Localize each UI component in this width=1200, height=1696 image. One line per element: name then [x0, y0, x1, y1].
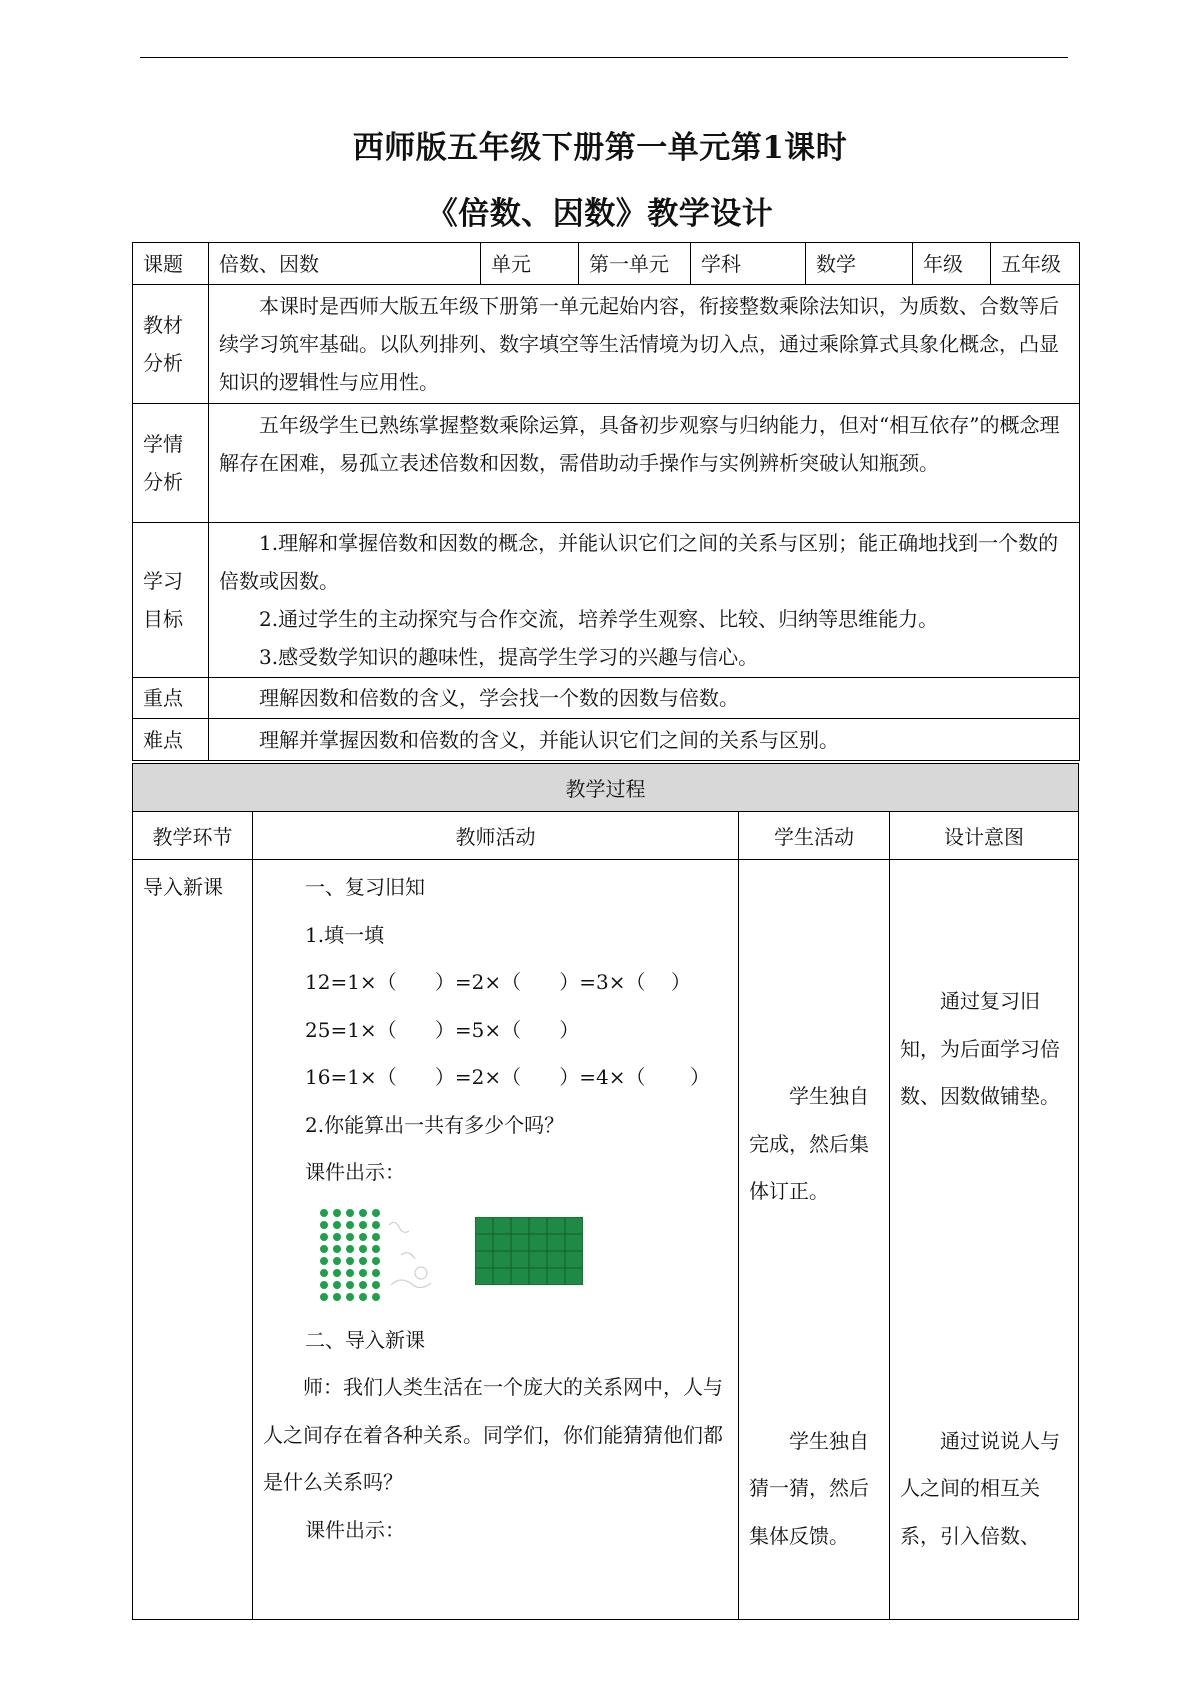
- learning-goals: [209, 523, 1080, 678]
- top-rule: [140, 57, 1068, 58]
- teacher-speech: 师：我们人类生活在一个庞大的关系网中，人与人之间存在着各种关系。同学们，你们能猜猜他们都是什么关系吗？: [263, 1375, 723, 1494]
- goal-label: 学习 目标: [133, 523, 209, 678]
- material-analysis: 本课时是西师大版五年级下册第一单元起始内容，衔接整数乘除法知识，为质数、合数等后续学习筑牢基础。以队列排列、数字填空等生活情境为切入点，通过乘除算式具象化概念，凸显知识的逻辑性与应用性。: [209, 285, 1080, 404]
- grade-label: 年级: [913, 243, 991, 285]
- equation-2: 25=1×（ ）=5×（ ）: [305, 1017, 580, 1042]
- student-activity: [739, 860, 890, 1620]
- col-teacher: 教师活动: [253, 812, 739, 860]
- topic-label: 课题: [133, 243, 209, 285]
- design-intent: [890, 860, 1079, 1620]
- col-intent: 设计意图: [890, 812, 1079, 860]
- col-stage: 教学环节: [133, 812, 253, 860]
- stage-cell: 导入新课: [133, 860, 253, 1620]
- learner-label: 学情 分析: [133, 404, 209, 523]
- equation-1: 12=1×（ ）=2×（ ）=3×（ ）: [305, 970, 691, 994]
- doc-title: 西师版五年级下册第一单元第1课时: [352, 130, 848, 166]
- difficulty-label: 难点: [133, 719, 209, 761]
- equation-3: 16=1×（ ）=2×（ ）=4×（ ）: [305, 1065, 710, 1089]
- col-student: 学生活动: [739, 812, 890, 860]
- unit-value: 第一单元: [579, 243, 691, 285]
- grade-value: 五年级: [991, 243, 1080, 285]
- dot-array-image: [319, 1207, 389, 1307]
- goal-item: 1.理解和掌握倍数和因数的概念，并能认识它们之间的关系与区别；能正确地找到一个数的倍数或因数。: [219, 531, 1059, 593]
- difficulty-points: 理解并掌握因数和倍数的含义，并能认识它们之间的关系与区别。: [209, 719, 1080, 761]
- process-header: 教学过程: [133, 764, 1079, 812]
- subject-label: 学科: [691, 243, 806, 285]
- student-note-2: 学生独自猜一猜，然后集体反馈。: [749, 1428, 869, 1548]
- material-label: 教材 分析: [133, 285, 209, 404]
- intent-note-1: 通过复习旧知，为后面学习倍数、因数做铺垫。: [900, 989, 1060, 1108]
- process-table: [132, 763, 1079, 1620]
- doc-subtitle: 《倍数、因数》教学设计: [426, 196, 774, 232]
- goal-item: 3.感受数学知识的趣味性，提高学生学习的兴趣与信心。: [259, 645, 759, 669]
- key-points: 理解因数和倍数的含义，学会找一个数的因数与倍数。: [209, 678, 1080, 719]
- teacher-activity: 一、复习旧知 1.填一填 12=1×（ ）=2×（ ）=3×（ ） 25=1×（ ）=5×（ ） 16=1×（ ）=2×（ ）=4×（ ） 2.你能算出一共有多少个吗？ 课件出示： 二、导入新课 师：我们人类生活在一个庞大的关系网中，人与人之间存在着各种关系。同学们，你们能猜猜他们都是什么关系吗？ 课件出示：: [253, 860, 739, 1620]
- unit-label: 单元: [481, 243, 579, 285]
- subject-value: 数学: [806, 243, 913, 285]
- watermark-doodle: [381, 1215, 441, 1300]
- student-note-1: 学生独自完成，然后集体订正。: [749, 1084, 869, 1203]
- learner-analysis: 五年级学生已熟练掌握整数乘除运算，具备初步观察与归纳能力，但对“相互依存”的概念理解存在困难，易孤立表述倍数和因数，需借助动手操作与实例辨析突破认知瓶颈。: [209, 404, 1080, 523]
- intent-note-2: 通过说说人与人之间的相互关系，引入倍数、: [900, 1428, 1060, 1548]
- info-table: [132, 242, 1080, 761]
- key-label: 重点: [133, 678, 209, 719]
- grid-rectangle-image: [475, 1217, 583, 1285]
- topic-value: 倍数、因数: [209, 243, 481, 285]
- goal-item: 2.通过学生的主动探究与合作交流，培养学生观察、比较、归纳等思维能力。: [259, 607, 939, 631]
- courseware-figure: [263, 1197, 728, 1317]
